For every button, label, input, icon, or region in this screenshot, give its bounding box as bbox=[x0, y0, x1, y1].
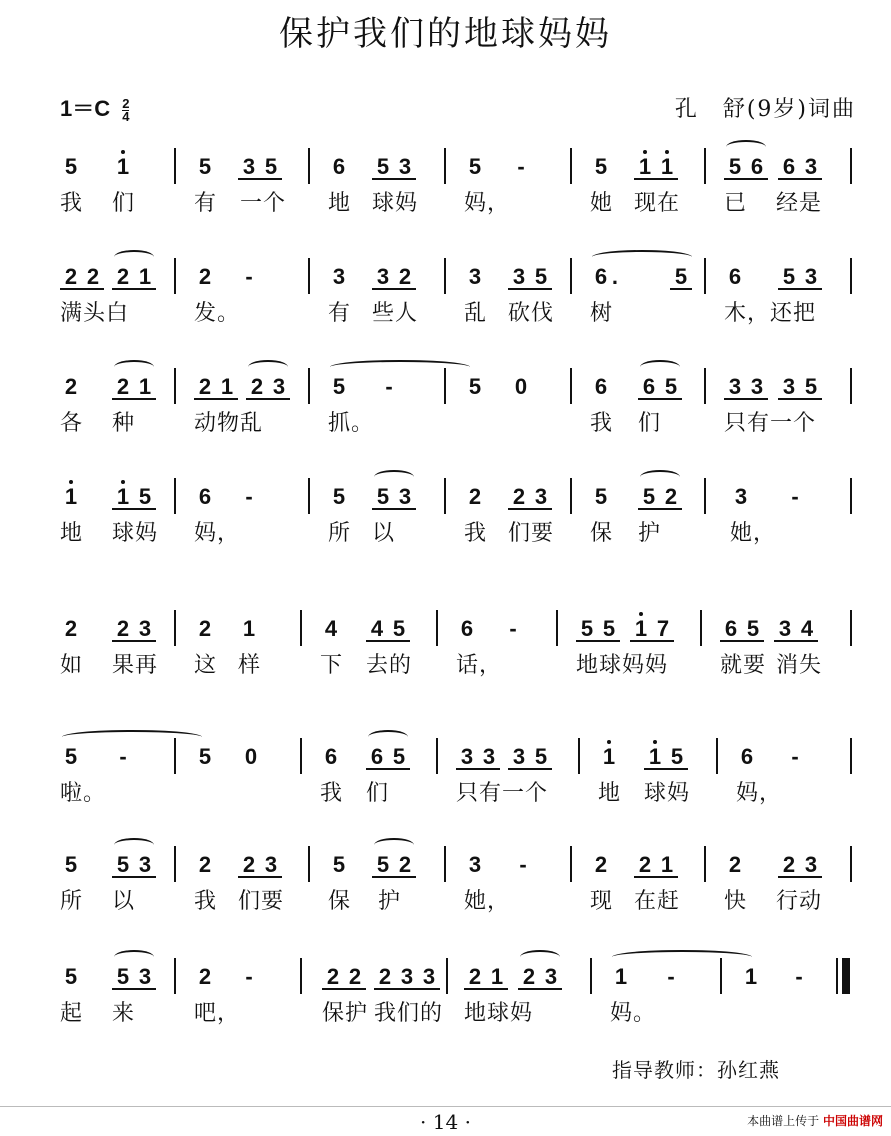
staff-line-8: 5 5 3 2 - 2 2 2 3 3 2 1 2 3 1 - 1 - 起 来 吧， 保护 我们的 地球妈 妈。 bbox=[60, 958, 860, 1053]
staff-line-5: 2 2 3 2 1 4 4 5 6 - 5 5 1 7 6 5 3 4 如 果再 这 样 下 去的 话， 地球妈妈 就要 消失 bbox=[60, 610, 860, 705]
teacher-credit: 指导教师：孙红燕 bbox=[612, 1058, 780, 1082]
staff-line-1 bbox=[60, 148, 860, 243]
upload-source bbox=[747, 1112, 883, 1129]
site-logo-text[interactable]: 中国曲谱网 bbox=[822, 1114, 883, 1128]
song-title: 保护我们的地球妈妈 bbox=[279, 14, 612, 54]
staff-line-6: 5 - 5 0 6 6 5 3 3 3 5 1 1 5 6 - 啦。 我 们 只有一个 地 球妈 妈， bbox=[60, 738, 860, 833]
page-number: · 14 · bbox=[420, 1110, 471, 1134]
footer-divider bbox=[0, 1106, 891, 1107]
composer-credit: 孔 舒(9岁)词曲 bbox=[674, 97, 856, 122]
staff-line-4: 1 1 5 6 - 5 5 3 2 2 3 5 5 2 3 - 地 球妈 妈， 所 以 我 们要 保 护 她， bbox=[60, 478, 860, 573]
key-label: 1＝C bbox=[60, 96, 111, 121]
key-signature bbox=[60, 92, 129, 123]
staff-line-7: 5 5 3 2 2 3 5 5 2 3 - 2 2 1 2 2 3 所 以 我 们要 保 护 她， 现 在赶 快 行动 bbox=[60, 846, 860, 941]
upload-label: 本曲谱上传于 bbox=[747, 1114, 820, 1128]
lyric-line-1: 我 们 有 一个 地 球妈 妈， 她 现在 已 经是 bbox=[60, 191, 823, 216]
staff-line-3: 2 2 1 2 1 2 3 5 - 5 0 6 6 5 3 3 3 5 各 种 动物乱 抓。 我 们 只有一个 bbox=[60, 368, 860, 463]
notes-row: 5 1 5 3 5 6 5 3 5 - 5 1 1 5 6 6 3 bbox=[60, 148, 860, 184]
time-signature: $\frac{2}{4}$ bbox=[122, 95, 130, 124]
staff-line-2: 2 2 2 1 2 - 3 3 2 3 3 5 6 . 5 6 5 3 满头白 发。 有 些人 乱 砍伐 树 木，还把 bbox=[60, 258, 860, 353]
